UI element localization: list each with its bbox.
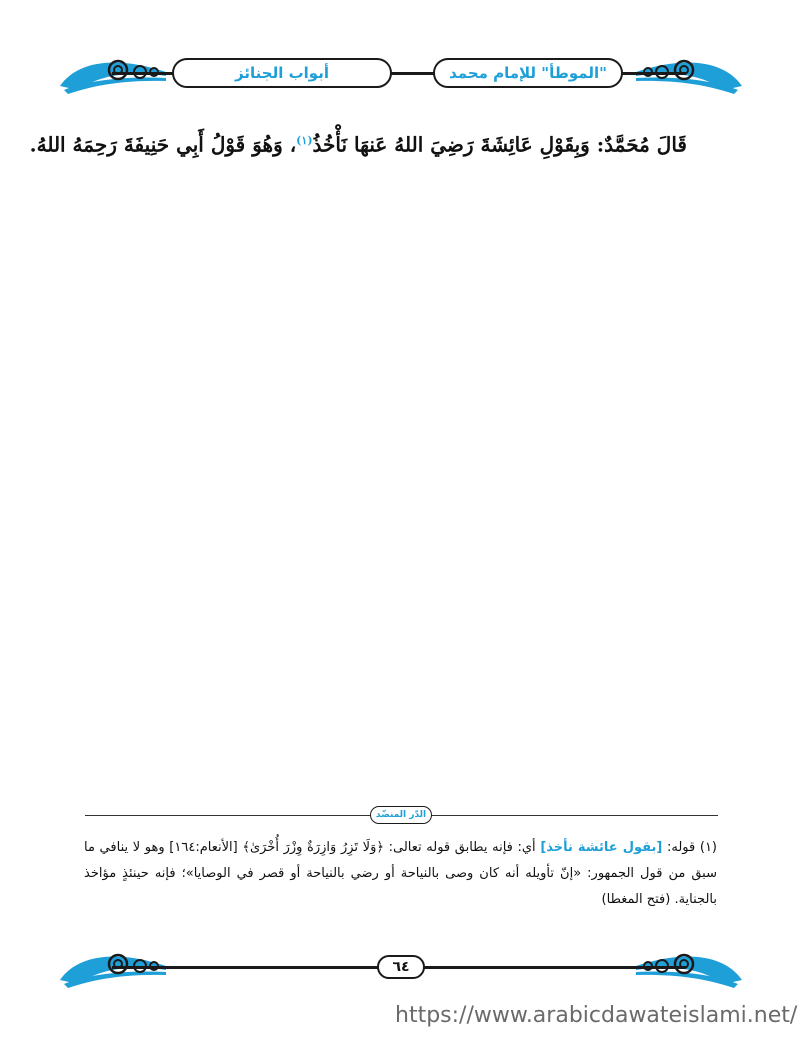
chapter-title: أبواب الجنائز [172, 58, 392, 88]
watermark-url: https://www.arabicdawateislami.net/ [395, 1003, 798, 1028]
footnote-quran-verse: ﴿وَلَا تَزِرُ وَازِرَةٌ وِزْرَ أُخْرَىٰ﴾ [242, 840, 384, 855]
footnote-number: (١) [699, 840, 717, 855]
main-paragraph [29, 126, 687, 160]
main-text-after: ، وَهُوَ قَوْلُ أَبِي حَنِيفَةَ رَحِمَهُ اللهُ. [29, 132, 297, 157]
footnote-part1: أي: فإنه يطابق قوله تعالى: [388, 840, 536, 855]
footnote-highlight: [بقول عائشة نأخذ] [540, 840, 663, 855]
footnote-text [84, 835, 717, 913]
page-number: ٦٤ [377, 955, 425, 979]
book-title: "الموطأ" للإمام محمد [433, 58, 623, 88]
footnote-reference[interactable]: (١) [296, 134, 313, 147]
footnote-part2: [الأنعام:١٦٤] وهو لا ينافي ما سبق من قول الجمهور: «إنّ تأويله أنه كان وصى بالنياحة أو رضي بالنياحة أو قصر في الوصايا»؛ فإنه حينئذٍ مؤاخذ بالجناية. (فتح المغطا) [84, 840, 717, 907]
main-text-before: قَالَ مُحَمَّدٌ: وَبِقَوْلِ عَائِشَةَ رَضِيَ اللهُ عَنهَا نَأْخُذُ [312, 132, 687, 157]
footnote-label: الدّر المنضّد [370, 806, 432, 824]
footnote-lead: قوله: [666, 840, 696, 855]
